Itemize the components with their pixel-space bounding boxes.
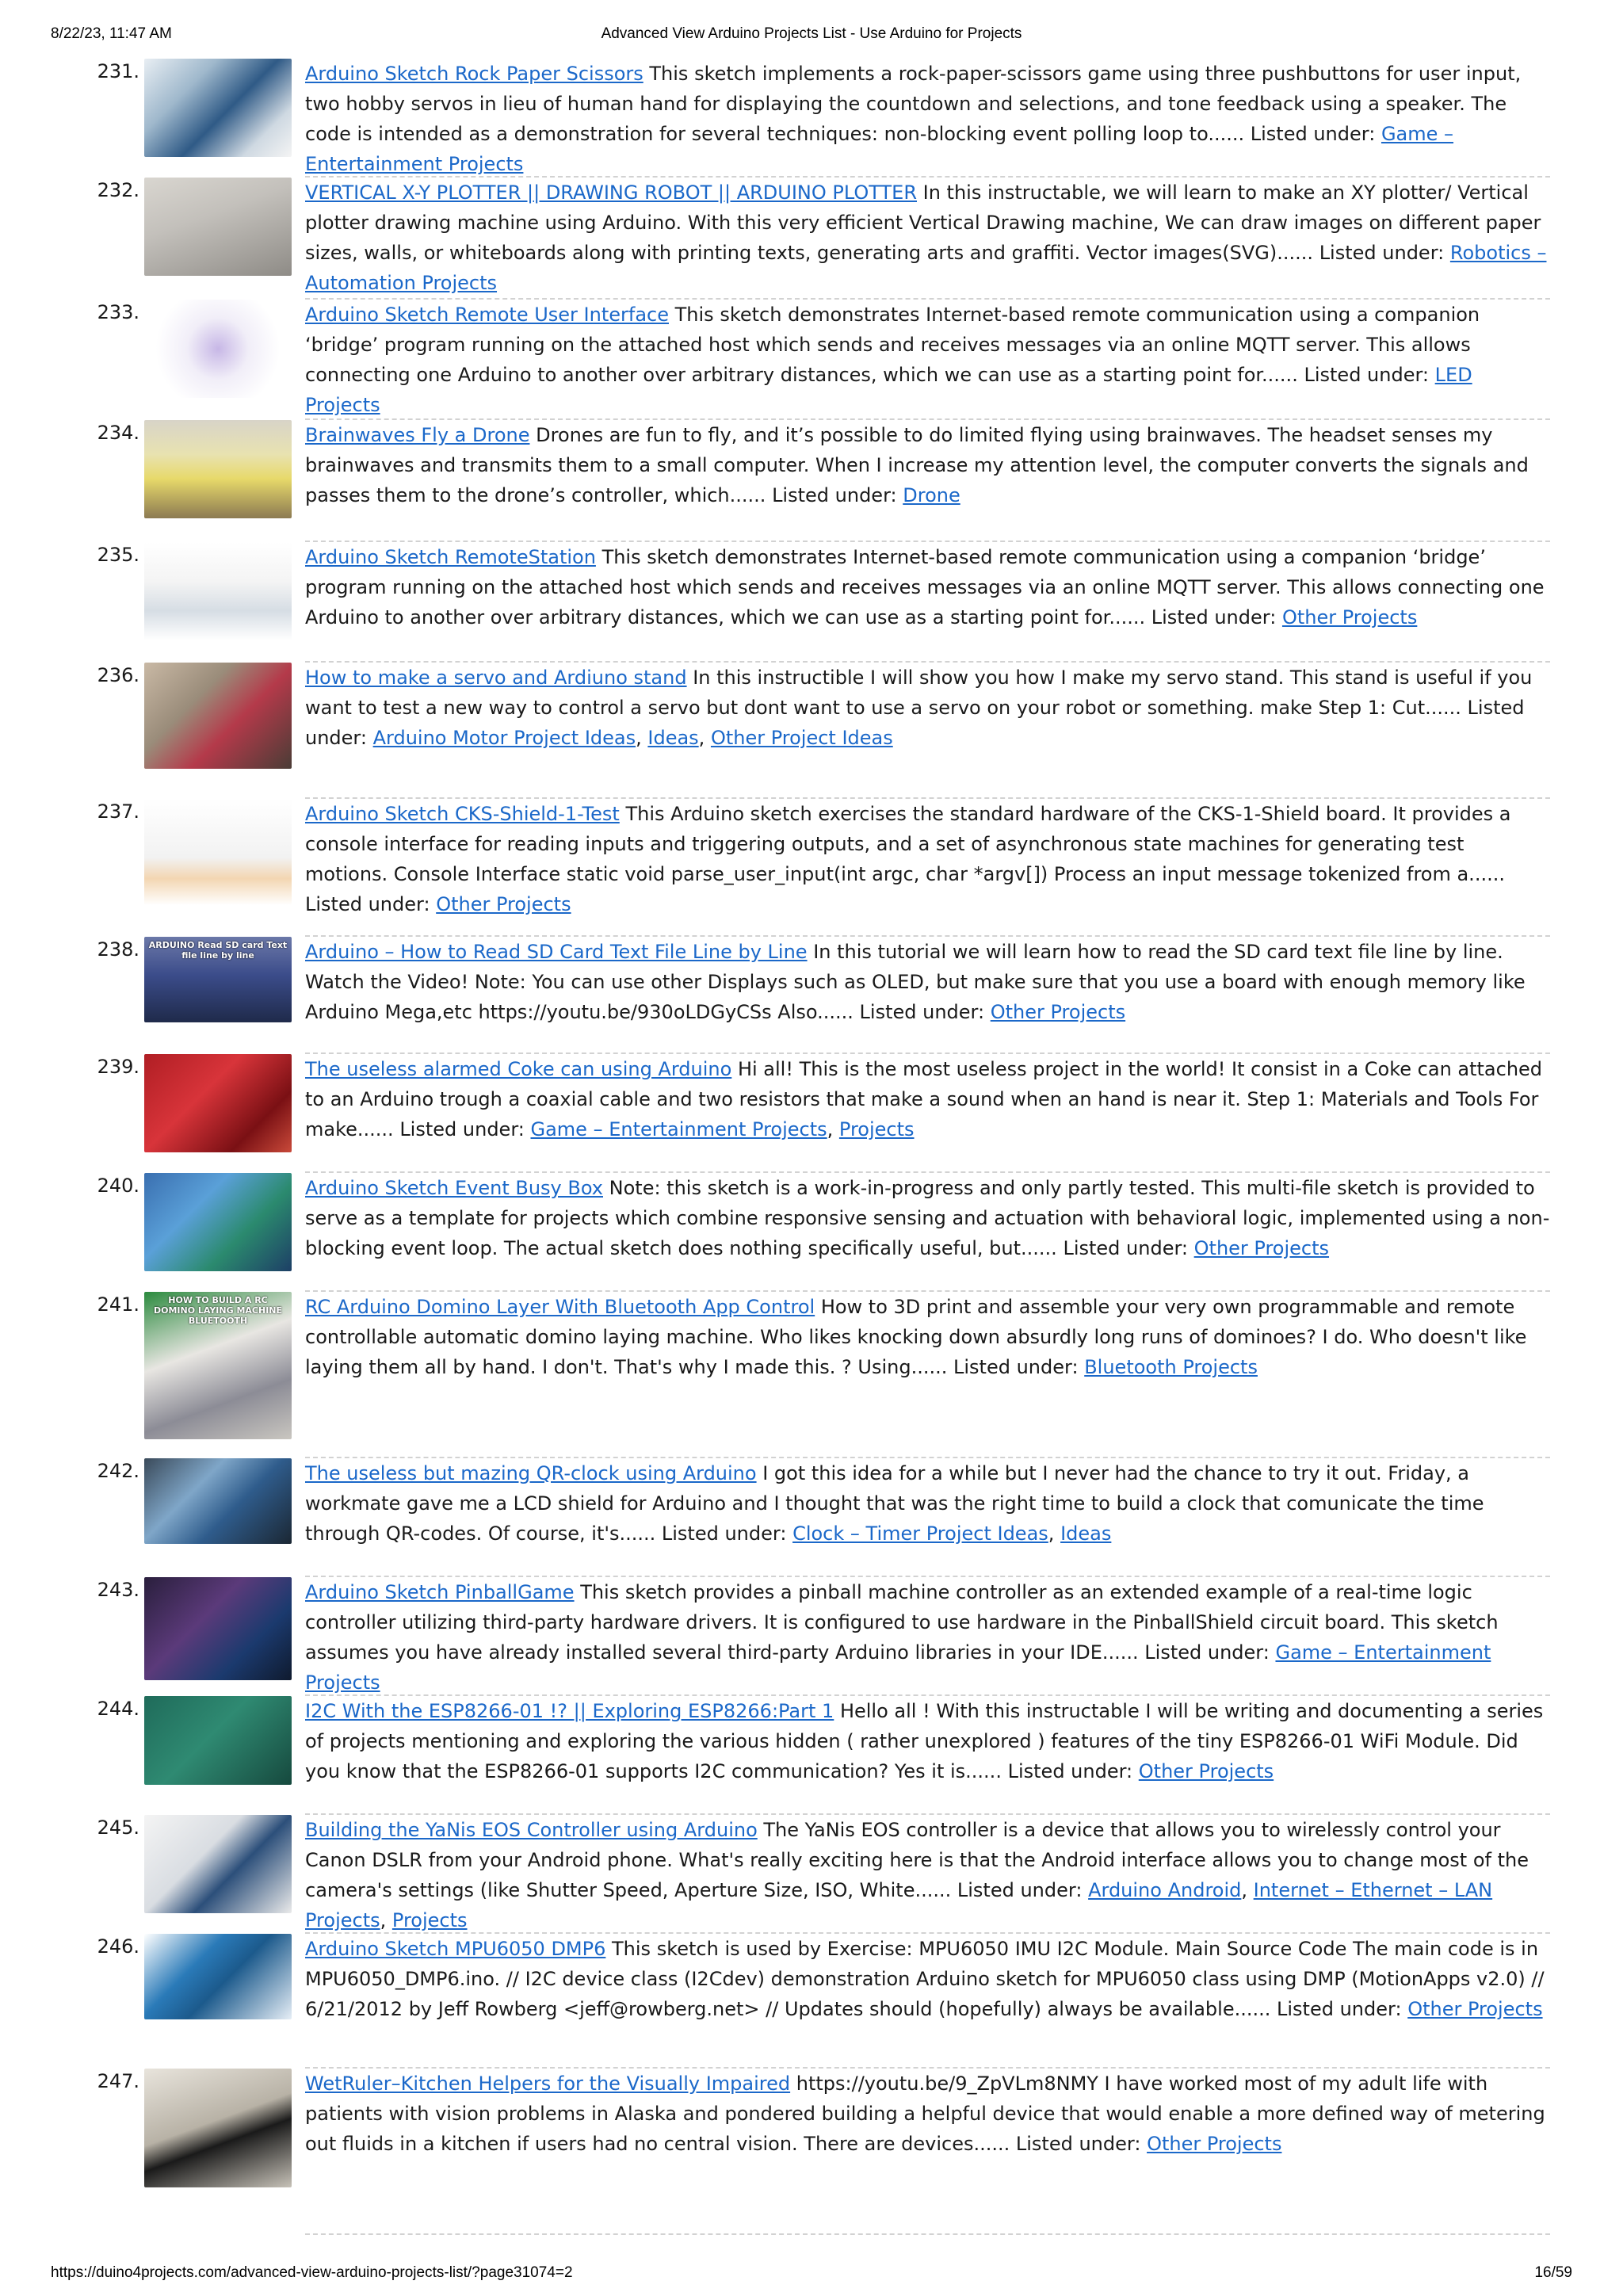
item-text: The useless but mazing QR-clock using Arduino I got this idea for a while but I never had the chance to try it out. Friday, a workmate gave me a LCD shield for Arduino and I thought that was the right time to build a clock that comunicate the time through QR-codes. Of course, it's...... Listed under: Clock – Timer Project Ideas, Ideas — [305, 1462, 1484, 1545]
project-title-link[interactable]: Arduino Sketch MPU6050 DMP6 — [305, 1938, 606, 1960]
project-thumbnail[interactable] — [144, 420, 292, 518]
category-link[interactable]: Projects — [391, 1909, 468, 1931]
item-number: 236. — [97, 664, 139, 686]
listed-under-label: Listed under: — [1063, 1237, 1188, 1259]
item-number: 233. — [97, 301, 139, 323]
item-number: 241. — [97, 1293, 139, 1316]
project-description: This sketch is used by Exercise: MPU6050 IMU I2C Module. Main Source Code The main code is in MPU6050_DMP6.ino. // I2C device class (I2Cdev) demonstration Arduino sketch for MPU6050 class using DMP (MotionApps v2.0) // 6/21/2012 by Jeff Rowberg <jeff@rowberg.net> // Updates should (hopefully) always be available...... — [305, 1938, 1545, 2020]
list-item — [0, 420, 1623, 542]
listed-under-label: Listed under: — [399, 1118, 525, 1140]
item-number: 246. — [97, 1935, 139, 1958]
project-title-link[interactable]: Brainwaves Fly a Drone — [305, 424, 530, 446]
print-url: https://duino4projects.com/advanced-view-arduino-projects-list/?page31074=2 — [51, 2264, 573, 2281]
item-text — [305, 542, 1550, 632]
listed-under-label: Listed under: — [1015, 2133, 1141, 2155]
list-item — [0, 542, 1623, 663]
item-text — [305, 799, 1550, 919]
project-title-link[interactable]: Arduino Sketch RemoteStation — [305, 546, 596, 568]
project-description: I got this idea for a while but I never had the chance to try it out. Friday, a workmate gave me a LCD shield for Arduino and I thought that was the right time to build a clock that comunicate the time through QR-codes. Of course, it's...... — [305, 1462, 1484, 1545]
project-thumbnail[interactable] — [144, 1458, 292, 1544]
project-title-link[interactable]: WetRuler–Kitchen Helpers for the Visually Impaired — [305, 2073, 791, 2095]
project-description: This sketch provides a pinball machine controller as an extended example of a real-time logic controller utilizing third-party hardware drivers. It is configured to use hardware in the PinballShield circuit board. This sketch assumes you have already installed several third-party Arduino libraries in your IDE...... — [305, 1581, 1499, 1664]
project-thumbnail[interactable] — [144, 937, 292, 1022]
thumbnail-caption: ARDUINO Read SD card Text file line by line — [148, 940, 288, 961]
item-number: 240. — [97, 1175, 139, 1197]
item-number: 232. — [97, 179, 139, 201]
listed-under-label: Listed under: — [953, 1356, 1079, 1378]
project-thumbnail[interactable] — [144, 1054, 292, 1152]
list-item — [0, 1054, 1623, 1173]
category-link[interactable]: Game – Entertainment Projects — [530, 1118, 827, 1140]
list-item — [0, 663, 1623, 799]
listed-under-label: Listed under: — [957, 1879, 1083, 1901]
category-link[interactable]: Arduino Android — [1088, 1879, 1242, 1901]
item-text — [305, 2069, 1550, 2159]
list-item — [0, 1577, 1623, 1696]
project-title-link[interactable]: The useless alarmed Coke can using Arduino — [305, 1058, 732, 1080]
project-thumbnail[interactable] — [144, 663, 292, 769]
project-title-link[interactable]: Arduino – How to Read SD Card Text File Line by Line — [305, 941, 808, 963]
category-link[interactable]: Other Projects — [1138, 1760, 1274, 1782]
item-number: 238. — [97, 938, 139, 961]
project-description: Note: this sketch is a work-in-progress and only partly tested. This multi-file sketch is provided to serve as a template for projects which combine responsive sensing and actuation with behavioral logic, implemented using a non-blocking event loop. The actual sketch does nothing specifically useful, but...... — [305, 1177, 1550, 1259]
project-title-link[interactable]: I2C With the ESP8266-01 !? || Exploring ESP8266:Part 1 — [305, 1700, 834, 1722]
item-text — [305, 420, 1550, 510]
category-link[interactable]: Other Projects — [1281, 606, 1418, 628]
project-thumbnail[interactable] — [144, 1934, 292, 2019]
list-item — [0, 1934, 1623, 2069]
listed-under-label: Listed under: — [661, 1522, 787, 1545]
project-title-link[interactable]: Arduino Sketch Remote User Interface — [305, 304, 669, 326]
category-link[interactable]: Game – Entertainment Projects — [305, 123, 1454, 175]
list-item — [0, 1815, 1623, 1934]
item-text — [305, 59, 1550, 179]
list-item — [0, 300, 1623, 420]
project-thumbnail[interactable] — [144, 178, 292, 276]
category-link[interactable]: Bluetooth Projects — [1084, 1356, 1258, 1378]
item-text — [305, 1292, 1550, 1382]
category-link[interactable]: Robotics – Automation Projects — [305, 242, 1547, 294]
project-thumbnail[interactable] — [144, 1292, 292, 1439]
print-datetime: 8/22/23, 11:47 AM — [51, 25, 172, 42]
listed-under-label: Listed under: — [772, 484, 897, 506]
thumbnail-caption: HOW TO BUILD A RC DOMINO LAYING MACHINE BLUETOOTH — [153, 1295, 283, 1326]
item-number: 231. — [97, 60, 139, 82]
project-title-link[interactable]: VERTICAL X-Y PLOTTER || DRAWING ROBOT || ARDUINO PLOTTER — [305, 181, 917, 204]
listed-under-label: Listed under: — [305, 697, 1525, 749]
item-number: 237. — [97, 800, 139, 823]
category-link[interactable]: Other Projects — [1407, 1998, 1543, 2020]
listed-under-label: Listed under: — [859, 1001, 985, 1023]
list-item — [0, 1292, 1623, 1458]
item-text — [305, 1934, 1550, 2024]
category-link[interactable]: Ideas — [1060, 1522, 1112, 1545]
item-text: How to make a servo and Ardiuno stand In this instructible I will show you how I make my servo stand. This stand is useful if you want to test a new way to control a servo but dont want to use a servo on your robot or something. make Step 1: Cut...... Listed under: Arduino Motor Project Ideas, Ideas, Other Project Ideas — [305, 667, 1533, 749]
print-page-title: Advanced View Arduino Projects List - Use Arduino for Projects — [601, 25, 1022, 42]
listed-under-label: Listed under: — [1319, 242, 1445, 264]
list-item — [0, 1173, 1623, 1292]
project-description: This sketch demonstrates Internet-based remote communication using a companion ‘bridge’ program running on the attached host which sends and receives messages via an online MQTT server. This allows connecting one Arduino to another over arbitrary distances, which we can use as a starting point for...... — [305, 304, 1480, 386]
category-link[interactable]: Other Projects — [1147, 2133, 1282, 2155]
project-description: In this tutorial we will learn how to read the SD card text file line by line. Watch the Video! Note: You can use other Displays such as OLED, but make sure that you use a board with enough memory like Arduino Mega,etc https://youtu.be/930oLDGyCSs Also...... — [305, 941, 1526, 1023]
category-link[interactable]: Other Projects — [436, 893, 571, 915]
project-thumbnail[interactable] — [144, 1696, 292, 1785]
print-footer — [51, 2264, 1572, 2288]
category-link[interactable]: Projects — [838, 1118, 915, 1140]
project-title-link[interactable]: How to make a servo and Ardiuno stand — [305, 667, 687, 689]
item-number: 239. — [97, 1056, 139, 1078]
item-number: 247. — [97, 2070, 139, 2092]
listed-under-label: Listed under: — [1304, 364, 1430, 386]
list-item — [0, 59, 1623, 178]
project-thumbnail[interactable] — [144, 1577, 292, 1680]
project-description: Hi all! This is the most useless project in the world! It consist in a Coke can attached to an Arduino trough a coaxial cable and two resistors that make a sound when an hand is near it. Step 1: Materials and Tools For make...... — [305, 1058, 1543, 1140]
project-thumbnail[interactable] — [144, 2069, 292, 2187]
project-thumbnail[interactable] — [144, 1815, 292, 1913]
project-title-link[interactable]: RC Arduino Domino Layer With Bluetooth App Control — [305, 1296, 815, 1318]
list-item — [0, 937, 1623, 1054]
project-description: In this instructible I will show you how I make my servo stand. This stand is useful if you want to test a new way to control a servo but dont want to use a servo on your robot or something. make Step 1: Cut...... — [305, 667, 1533, 719]
category-link[interactable]: Other Projects — [1193, 1237, 1330, 1259]
category-link[interactable]: Other Project Ideas — [710, 727, 893, 749]
category-link[interactable]: Arduino Motor Project Ideas — [372, 727, 636, 749]
category-link[interactable]: LED Projects — [305, 364, 1472, 416]
project-thumbnail[interactable] — [144, 59, 292, 157]
item-text: The useless alarmed Coke can using Arduino Hi all! This is the most useless project in the world! It consist in a Coke can attached to an Arduino trough a coaxial cable and two resistors that make a sound when an hand is near it. Step 1: Materials and Tools For make...... Listed under: Game – Entertainment Projects, Projects — [305, 1058, 1543, 1140]
list-item — [0, 799, 1623, 937]
project-title-link[interactable]: Arduino Sketch Rock Paper Scissors — [305, 63, 643, 85]
item-text — [305, 937, 1550, 1027]
item-number: 244. — [97, 1698, 139, 1720]
project-thumbnail[interactable] — [144, 542, 292, 640]
category-link[interactable]: Drone — [903, 484, 960, 506]
project-description: This sketch implements a rock-paper-scissors game using three pushbuttons for user input, two hobby servos in lieu of human hand for displaying the countdown and selections, and tone feedback using a speaker. The code is intended as a demonstration for several techniques: non-blocking event polling loop to...... — [305, 63, 1522, 145]
project-description: In this instructable, we will learn to make an XY plotter/ Vertical plotter drawing machine using Arduino. With this very efficient Vertical Drawing machine, We can draw images on different paper sizes, walls, or whiteboards along with printing texts, generating arts and graffiti. Vector images(SVG)...... — [305, 181, 1541, 264]
print-header — [51, 25, 1572, 49]
item-number: 245. — [97, 1817, 139, 1839]
listed-under-label: Listed under: — [1250, 123, 1376, 145]
list-item — [0, 1696, 1623, 1815]
item-text — [305, 178, 1550, 298]
item-text — [305, 300, 1550, 420]
project-description: How to 3D print and assemble your very own programmable and remote controllable automatic domino laying machine. Who likes knocking down absurdly long runs of dominoes? I do. Who doesn't like laying them all by hand. I don't. That's why I made this. ? Using...... — [305, 1296, 1527, 1378]
project-thumbnail[interactable] — [144, 1173, 292, 1271]
project-description: https://youtu.be/9_ZpVLm8NMY I have worked most of my adult life with patients with vision problems in Alaska and pondered building a helpful device that would enable a more defined way of metering out fluids in a kitchen if users had no central vision. There are devices...... — [305, 2073, 1545, 2155]
item-text — [305, 1173, 1550, 1263]
list-item — [0, 178, 1623, 300]
listed-under-label: Listed under: — [305, 893, 430, 915]
project-description: This Arduino sketch exercises the standard hardware of the CKS-1-Shield board. It provides a console interface for reading inputs and triggering outputs, and a set of asynchronous state machines for generating test motions. Console Interface static void parse_user_input(int argc, char *argv[]) Process an input message tokenized from a...... — [305, 803, 1511, 885]
page-number: 16/59 — [1534, 2264, 1572, 2281]
listed-under-label: Listed under: — [1007, 1760, 1133, 1782]
category-link[interactable]: Game – Entertainment Projects — [305, 1641, 1491, 1694]
item-number: 234. — [97, 422, 139, 444]
listed-under-label: Listed under: — [1144, 1641, 1270, 1664]
project-description: This sketch demonstrates Internet-based remote communication using a companion ‘bridge’ program running on the attached host which sends and receives messages via an online MQTT server. This allows connecting one Arduino to another over arbitrary distances, which we can use as a starting point for...... — [305, 546, 1545, 628]
item-number: 243. — [97, 1579, 139, 1601]
item-text: Building the YaNis EOS Controller using Arduino The YaNis EOS controller is a device that allows you to wirelessly control your Canon DSLR from your Android phone. What's really exciting here is that the Android interface allows you to change most of the camera's settings (like Shutter Speed, Aperture Size, ISO, White...... Listed under: Arduino Android, Internet – Ethernet – LAN Projects, Projects — [305, 1819, 1529, 1931]
category-link[interactable]: Internet – Ethernet – LAN Projects — [305, 1879, 1493, 1931]
project-description: The YaNis EOS controller is a device that allows you to wirelessly control your Canon DSLR from your Android phone. What's really exciting here is that the Android interface allows you to change most of the camera's settings (like Shutter Speed, Aperture Size, ISO, White...... — [305, 1819, 1529, 1901]
project-thumbnail[interactable] — [144, 799, 292, 905]
item-text — [305, 1696, 1550, 1786]
project-title-link[interactable]: Arduino Sketch PinballGame — [305, 1581, 575, 1603]
project-title-link[interactable]: The useless but mazing QR-clock using Arduino — [305, 1462, 757, 1484]
list-item — [0, 1458, 1623, 1577]
item-text — [305, 1577, 1550, 1698]
item-number: 235. — [97, 544, 139, 566]
project-description: Hello all ! With this instructable I will be writing and documenting a series of projects mentioning and exploring the various hidden ( rather unexplored ) features of the tiny ESP8266-01 WiFi Module. Did you know that the ESP8266-01 supports I2C communication? Yes it is...... — [305, 1700, 1544, 1782]
category-link[interactable]: Clock – Timer Project Ideas — [792, 1522, 1048, 1545]
item-number: 242. — [97, 1460, 139, 1482]
project-thumbnail[interactable] — [144, 300, 292, 398]
project-title-link[interactable]: Arduino Sketch CKS-Shield-1-Test — [305, 803, 620, 825]
listed-under-label: Listed under: — [1151, 606, 1277, 628]
project-title-link[interactable]: Building the YaNis EOS Controller using Arduino — [305, 1819, 758, 1841]
category-link[interactable]: Other Projects — [990, 1001, 1126, 1023]
project-description: Drones are fun to fly, and it’s possible to do limited flying using brainwaves. The headset senses my brainwaves and transmits them to a small computer. When I increase my attention level, the computer converts the signals and passes them to the drone’s controller, which...... — [305, 424, 1529, 506]
category-link[interactable]: Ideas — [647, 727, 699, 749]
project-title-link[interactable]: Arduino Sketch Event Busy Box — [305, 1177, 603, 1199]
list-item — [0, 2069, 1623, 2235]
listed-under-label: Listed under: — [1277, 1998, 1402, 2020]
